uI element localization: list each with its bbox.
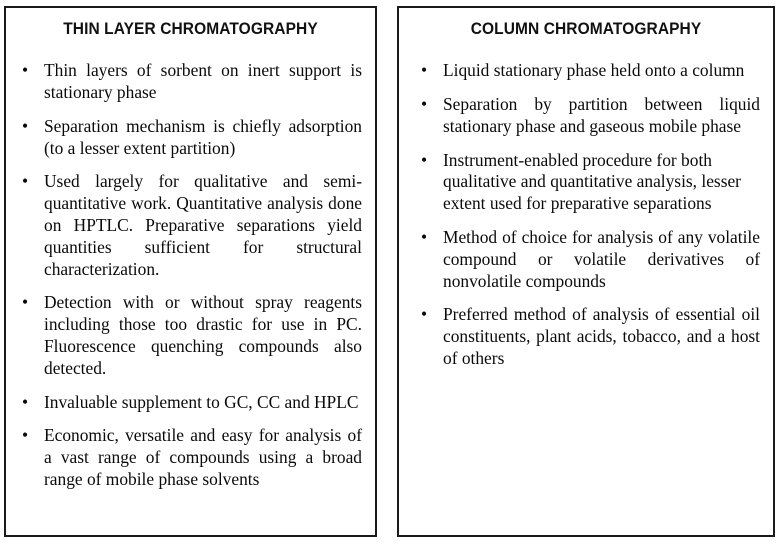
bullet-list-column-chromatography	[405, 60, 770, 370]
panel-title-column-chromatography: COLUMN CHROMATOGRAPHY	[470, 20, 702, 38]
list-item-text: Detection with or without spray reagents including those too drastic for use in PC. Fluorescence quenching compounds also detected.	[44, 292, 362, 378]
bullet-point-icon: •	[22, 171, 29, 192]
list-item-text: Liquid stationary phase held onto a column	[443, 60, 745, 81]
list-item-text: Method of choice for analysis of any volatile compound or volatile derivatives of nonvolatile compounds	[443, 226, 760, 291]
list-item	[6, 171, 372, 280]
list-item-text: Invaluable supplement to GC, CC and HPLC	[44, 391, 359, 412]
bullet-point-icon: •	[421, 304, 428, 325]
list-item	[6, 425, 372, 490]
list-item-text: Separation mechanism is chiefly adsorption (to a lesser extent partition)	[44, 115, 362, 158]
list-item	[6, 292, 372, 379]
list-item	[405, 304, 770, 369]
list-item	[405, 150, 770, 215]
list-item-text: Separation by partition between liquid stationary phase and gaseous mobile phase	[443, 93, 760, 136]
bullet-point-icon: •	[22, 391, 29, 412]
list-item	[405, 94, 770, 138]
panel-column-chromatography	[397, 6, 775, 537]
panel-thin-layer-chromatography	[4, 6, 377, 537]
list-item-text: Instrument-enabled procedure for both qualitative and quantitative analysis, lesser extent used for preparative separations	[443, 149, 741, 214]
list-item	[6, 392, 372, 414]
bullet-point-icon: •	[22, 292, 29, 313]
list-item	[6, 60, 372, 104]
panel-title-thin-layer-chromatography: THIN LAYER CHROMATOGRAPHY	[63, 20, 318, 38]
bullet-point-icon: •	[421, 226, 428, 247]
bullet-point-icon: •	[22, 425, 29, 446]
bullet-list-thin-layer-chromatography	[6, 60, 372, 491]
bullet-point-icon: •	[421, 60, 428, 81]
list-item-text: Thin layers of sorbent on inert support is stationary phase	[44, 60, 362, 102]
list-item-text: Economic, versatile and easy for analysis of a vast range of compounds using a broad range of mobile phase solvents	[44, 425, 362, 489]
bullet-point-icon: •	[22, 60, 29, 81]
list-item-text: Preferred method of analysis of essential oil constituents, plant acids, tobacco, and a host of others	[443, 304, 760, 368]
list-item	[405, 227, 770, 292]
list-item-text: Used largely for qualitative and semi-quantitative work. Quantitative analysis done on HPTLC. Preparative separations yield quantities sufficient for structural characterization.	[44, 171, 362, 279]
list-item	[6, 116, 372, 160]
bullet-point-icon: •	[421, 93, 428, 114]
list-item	[405, 60, 770, 82]
bullet-point-icon: •	[22, 115, 29, 136]
bullet-point-icon: •	[421, 149, 428, 170]
